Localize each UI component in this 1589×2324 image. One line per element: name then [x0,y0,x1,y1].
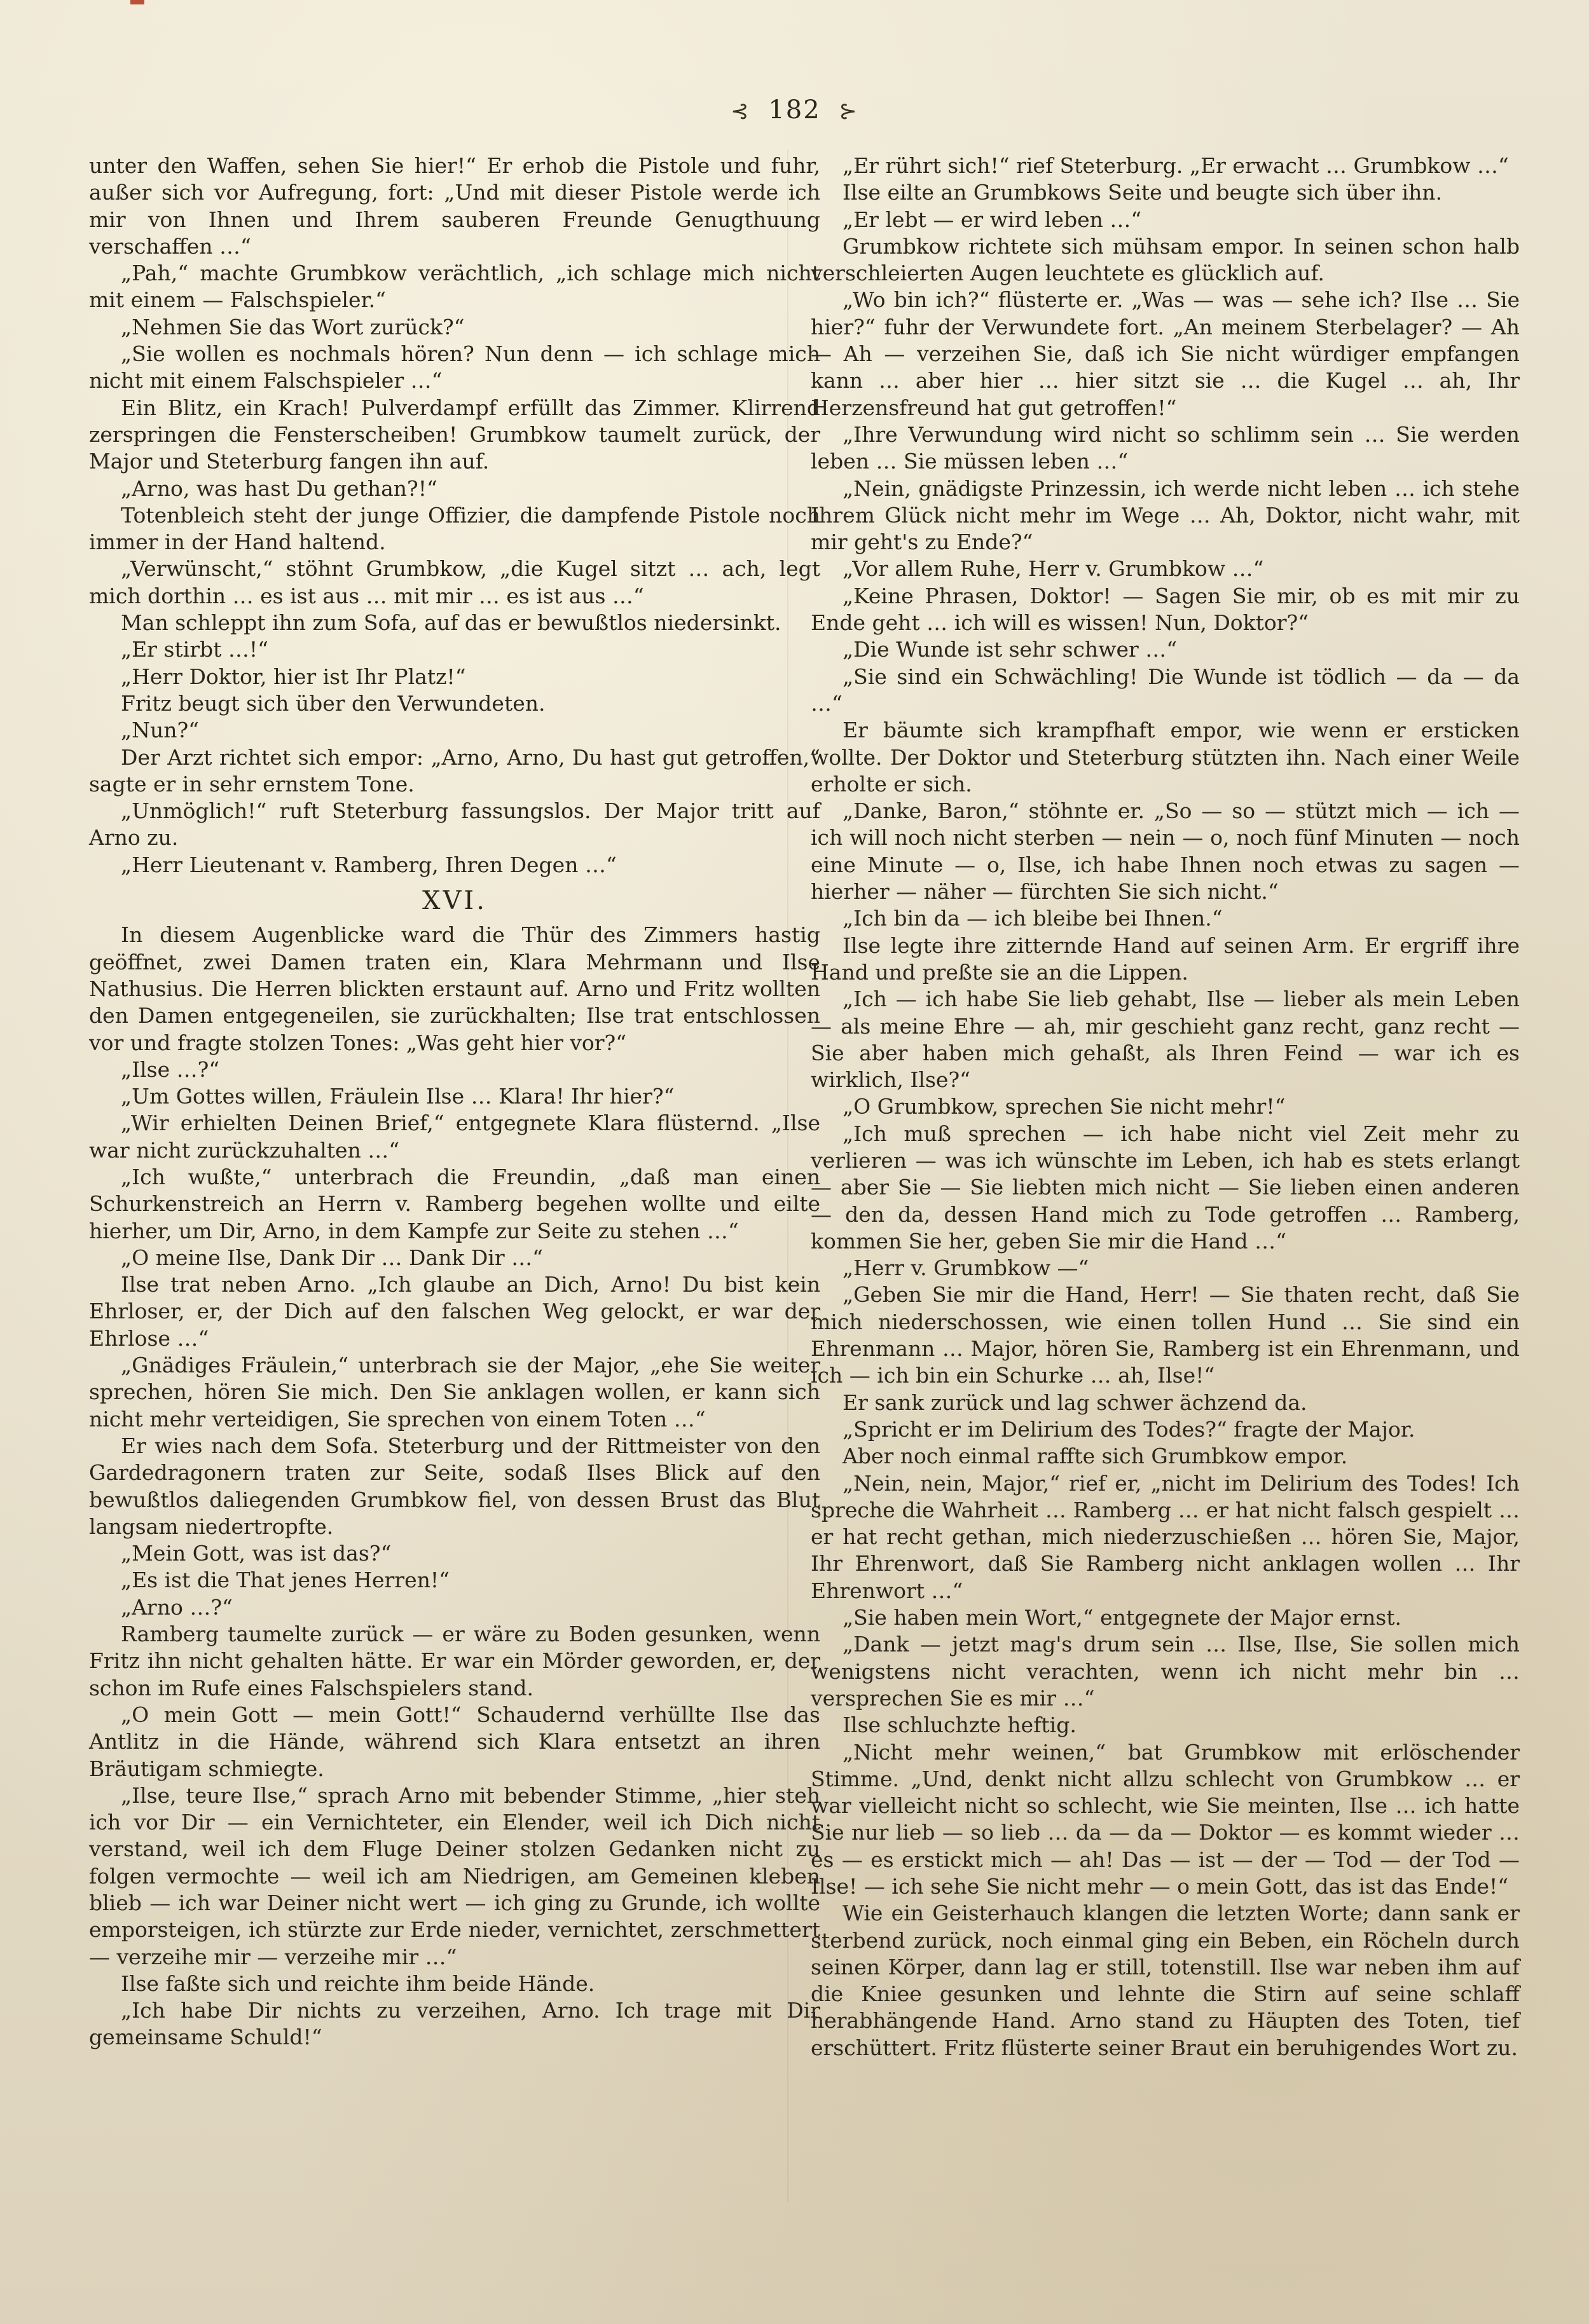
paragraph: „Ilse, teure Ilse,“ sprach Arno mit bebender Stimme, „hier steh ich vor Dir — ein Vernichteter, ein Elender, weil ich Dich nicht verstand, weil ich dem Fluge Deiner stolzen Gedanken nicht zu folgen vermochte — weil ich am Niedrigen, am Gemeinen kleben blieb — ich war Deiner nicht wert — ich ging zu Grunde, ich wollte emporsteigen, ich stürzte zur Erde nieder, vernichtet, zerschmettert — verzeihe mir — verzeihe mir …“ [89,1782,820,1969]
paragraph: Grumbkow richtete sich mühsam empor. In seinen schon halb verschleierten Augen leuchtete es glücklich auf. [811,233,1520,286]
paragraph: „Er rührt sich!“ rief Steterburg. „Er erwacht … Grumbkow …“ [843,153,1509,178]
paragraph: In diesem Augenblicke ward die Thür des Zimmers hastig geöffnet, zwei Damen traten ein, Klara Mehrmann und Ilse Nathusius. Die Herren blickten erstaunt auf. Arno und Fritz wollten den Damen entgegeneilen, sie zurückhalten; Ilse trat entschlossen vor und fragte stolzen Tones: „Was geht hier vor?“ [89,922,820,1055]
paragraph: „Nein, nein, Major,“ rief er, „nicht im Delirium des Todes! Ich spreche die Wahrheit … Ramberg … er hat nicht falsch gespielt … er hat recht gethan, mich niederzuschießen … hören Sie, Major, Ihr Ehrenwort, daß Sie Ramberg nicht anklagen wollen … Ihr Ehrenwort …“ [811,1470,1520,1603]
paragraph: „Dank — jetzt mag's drum sein … Ilse, Ilse, Sie sollen mich wenigstens nicht verachten, wenn ich nicht mehr bin … versprechen Sie es mir …“ [811,1632,1520,1711]
paragraph: „Herr Doktor, hier ist Ihr Platz!“ [121,664,466,689]
paragraph: „Geben Sie mir die Hand, Herr! — Sie thaten recht, daß Sie mich niederschossen, wie einen tollen Hund … Sie sind ein Ehrenmann … Major, hören Sie, Ramberg ist ein Ehrenmann, und ich — ich bin ein Schurke … ah, Ilse!“ [811,1282,1520,1388]
paragraph: Der Arzt richtet sich empor: „Arno, Arno, Du hast gut getroffen,“ sagte er in sehr ernstem Tone. [89,744,820,796]
paragraph: „Ich habe Dir nichts zu verzeihen, Arno. Ich trage mit Dir gemeinsame Schuld!“ [89,1998,820,2050]
paragraph: „Wo bin ich?“ flüsterte er. „Was — was — sehe ich? Ilse … Sie hier?“ fuhr der Verwundete fort. „An meinem Sterbelager? — Ah — Ah — verzeihen Sie, daß ich Sie nicht würdiger empfangen kann … aber hier … hier sitzt sie … die Kugel … ah, Ihr Herzensfreund hat gut getroffen!“ [811,287,1520,420]
paragraph: „Vor allem Ruhe, Herr v. Grumbkow …“ [843,556,1264,582]
paragraph: Er wies nach dem Sofa. Steterburg und der Rittmeister von den Gardedragonern traten zur Seite, sodaß Ilses Blick auf den bewußtlos daliegenden Grumbkow fiel, von dessen Brust das Blut langsam niedertropfte. [89,1433,820,1539]
paragraph: Fritz beugt sich über den Verwundeten. [121,690,546,716]
paragraph: „Es ist die That jenes Herren!“ [121,1568,450,1593]
paragraph: „Keine Phrasen, Doktor! — Sagen Sie mir, ob es mit mir zu Ende geht … ich will es wissen! Nun, Doktor?“ [811,583,1520,636]
paragraph: „O Grumbkow, sprechen Sie nicht mehr!“ [843,1094,1286,1119]
paragraph: „Nun?“ [121,718,200,743]
paragraph: „Wir erhielten Deinen Brief,“ entgegnete Klara flüsternd. „Ilse war nicht zurückzuhalten …“ [89,1111,820,1163]
paragraph: „Ich bin da — ich bleibe bei Ihnen.“ [843,906,1223,931]
paragraph: Ilse trat neben Arno. „Ich glaube an Dich, Arno! Du bist kein Ehrloser, er, der Dich auf den falschen Weg gelockt, er war der Ehrlose …“ [89,1272,820,1351]
paragraph: Man schleppt ihn zum Sofa, auf das er bewußtlos niedersinkt. [121,610,781,636]
paragraph: „Spricht er im Delirium des Todes?“ fragte der Major. [843,1416,1415,1442]
paragraph: „Unmöglich!“ ruft Steterburg fassungslos. Der Major tritt auf Arno zu. [89,798,820,851]
paragraph: Ilse legte ihre zitternde Hand auf seinen Arm. Er ergriff ihre Hand und preßte sie an die Lippen. [811,933,1520,985]
page-number: 182 [768,95,821,125]
paragraph: „Nein, gnädigste Prinzessin, ich werde nicht leben … ich stehe Ihrem Glück nicht mehr im Wege … Ah, Doktor, nicht wahr, mit mir geht's zu Ende?“ [811,475,1520,555]
paragraph: „Sie sind ein Schwächling! Die Wunde ist tödlich — da — da …“ [811,664,1520,716]
paragraph: „Ich muß sprechen — ich habe nicht viel Zeit mehr zu verlieren — was ich wünschte im Leben, ich hab es stets erlangt — aber Sie — Sie liebten mich nicht — Sie lieben einen anderen — den da, dessen Hand mich zu Tode getroffen … Ramberg, kommen Sie her, geben Sie mir die Hand …“ [811,1121,1520,1254]
paragraph: Er bäumte sich krampfhaft empor, wie wenn er ersticken wollte. Der Doktor und Steterburg stützten ihn. Nach einer Weile erholte er sich. [811,718,1520,796]
paragraph: Ilse eilte an Grumbkows Seite und beugte sich über ihn. [843,180,1443,205]
paragraph: „Ihre Verwundung wird nicht so schlimm sein … Sie werden leben … Sie müssen leben …“ [811,421,1520,474]
ornament-right-icon: ⊱ [839,99,858,124]
paragraph: „Herr Lieutenant v. Ramberg, Ihren Degen …“ [121,852,617,877]
paragraph: „Er lebt — er wird leben …“ [843,207,1142,232]
paragraph: Wie ein Geisterhauch klangen die letzten Worte; dann sank er sterbend zurück, noch einmal ging ein Beben, ein Röcheln durch seinen Körper, dann lag er still, totenstill. Ilse war neben ihm auf die Kniee gesunken und lehnte die Stirn auf seine schlaff herabhängende Hand. Arno stand zu Häupten des Toten, tief erschüttert. Fritz flüsterte seiner Braut ein beruhigendes Wort zu. [811,1901,1520,2060]
paragraph: „Er stirbt …!“ [121,637,268,662]
red-ink-mark [130,0,144,4]
paragraph: unter den Waffen, sehen Sie hier!“ Er erhob die Pistole und fuhr, außer sich vor Aufregung, fort: „Und mit dieser Pistole werde ich mir von Ihnen und Ihrem sauberen Freunde Genugthuung verschaffen …“ [89,153,820,259]
page-header [0,95,1589,125]
paragraph: „Mein Gott, was ist das?“ [121,1541,392,1566]
paragraph: „O meine Ilse, Dank Dir … Dank Dir …“ [121,1245,543,1270]
paragraph: Aber noch einmal raffte sich Grumbkow empor. [843,1444,1348,1469]
chapter-heading: XVI. [422,886,487,916]
paragraph: „Pah,“ machte Grumbkow verächtlich, „ich schlage mich nicht mit einem — Falschspieler.“ [89,261,820,313]
paragraph: „O mein Gott — mein Gott!“ Schaudernd verhüllte Ilse das Antlitz in die Hände, während sich Klara entsetzt an ihren Bräutigam schmiegte. [89,1702,820,1781]
paragraph: „Sie wollen es nochmals hören? Nun denn — ich schlage mich nicht mit einem Falschspieler …“ [89,341,820,393]
paragraph: „Danke, Baron,“ stöhnte er. „So — so — stützt mich — ich — ich will noch nicht sterben — nein — o, noch fünf Minuten — noch eine Minute — o, Ilse, ich habe Ihnen noch etwas zu sagen — hierher — näher — fürchten Sie sich nicht.“ [811,798,1520,905]
paragraph: Er sank zurück und lag schwer ächzend da. [843,1390,1307,1415]
left-column [89,153,820,2051]
paragraph: „Ilse …?“ [121,1056,220,1082]
right-column [811,153,1520,2061]
paragraph: „Ich — ich habe Sie lieb gehabt, Ilse — lieber als mein Leben — als meine Ehre — ah, mir geschieht ganz recht, ganz recht — Sie aber haben mich gehaßt, als Ihren Feind — war ich es wirklich, Ilse?“ [811,987,1520,1093]
ornament-left-icon: ⊰ [731,99,750,124]
paragraph: Ilse faßte sich und reichte ihm beide Hände. [121,1971,595,1996]
paragraph: „Gnädiges Fräulein,“ unterbrach sie der Major, „ehe Sie weiter sprechen, hören Sie mich. Den Sie anklagen wollen, er kann sich nicht mehr verteidigen, Sie sprechen von einem Toten …“ [89,1353,820,1432]
paragraph: „Verwünscht,“ stöhnt Grumbkow, „die Kugel sitzt … ach, legt mich dorthin … es ist aus … mit mir … es ist aus …“ [89,556,820,608]
paragraph: „Ich wußte,“ unterbrach die Freundin, „daß man einen Schurkenstreich an Herrn v. Ramberg begehen wollte und eilte hierher, um Dir, Arno, in dem Kampfe zur Seite zu stehen …“ [89,1164,820,1243]
paragraph: „Die Wunde ist sehr schwer …“ [843,637,1178,662]
paragraph: Ilse schluchzte heftig. [843,1712,1077,1738]
paragraph: Totenbleich steht der junge Offizier, die dampfende Pistole noch immer in der Hand haltend. [89,502,820,555]
paragraph: Ein Blitz, ein Krach! Pulverdampf erfüllt das Zimmer. Klirrend zerspringen die Fensterscheiben! Grumbkow taumelt zurück, der Major und Steterburg fangen ihn auf. [89,395,820,474]
paragraph: Ramberg taumelte zurück — er wäre zu Boden gesunken, wenn Fritz ihn nicht gehalten hätte. Er war ein Mörder geworden, er, der schon im Rufe eines Falschspielers stand. [89,1622,820,1700]
paragraph: „Nicht mehr weinen,“ bat Grumbkow mit erlöschender Stimme. „Und, denkt nicht allzu schlecht von Grumbkow … er war vielleicht nicht so schlecht, wie Sie meinten, Ilse … ich hatte Sie nur lieb — so lieb … da — da — Doktor — es kommt wieder … es — es erstickt mich — ah! Das — ist — der — Tod — der Tod — Ilse! — ich sehe Sie nicht mehr — o mein Gott, das ist das Ende!“ [811,1739,1520,1899]
paragraph: „Nehmen Sie das Wort zurück?“ [121,314,465,339]
paragraph: „Arno …?“ [121,1594,233,1620]
paragraph: „Arno, was hast Du gethan?!“ [121,475,437,501]
paragraph: „Sie haben mein Wort,“ entgegnete der Major ernst. [843,1605,1402,1630]
paragraph: „Um Gottes willen, Fräulein Ilse … Klara! Ihr hier?“ [121,1084,675,1109]
paragraph: „Herr v. Grumbkow —“ [843,1255,1089,1281]
